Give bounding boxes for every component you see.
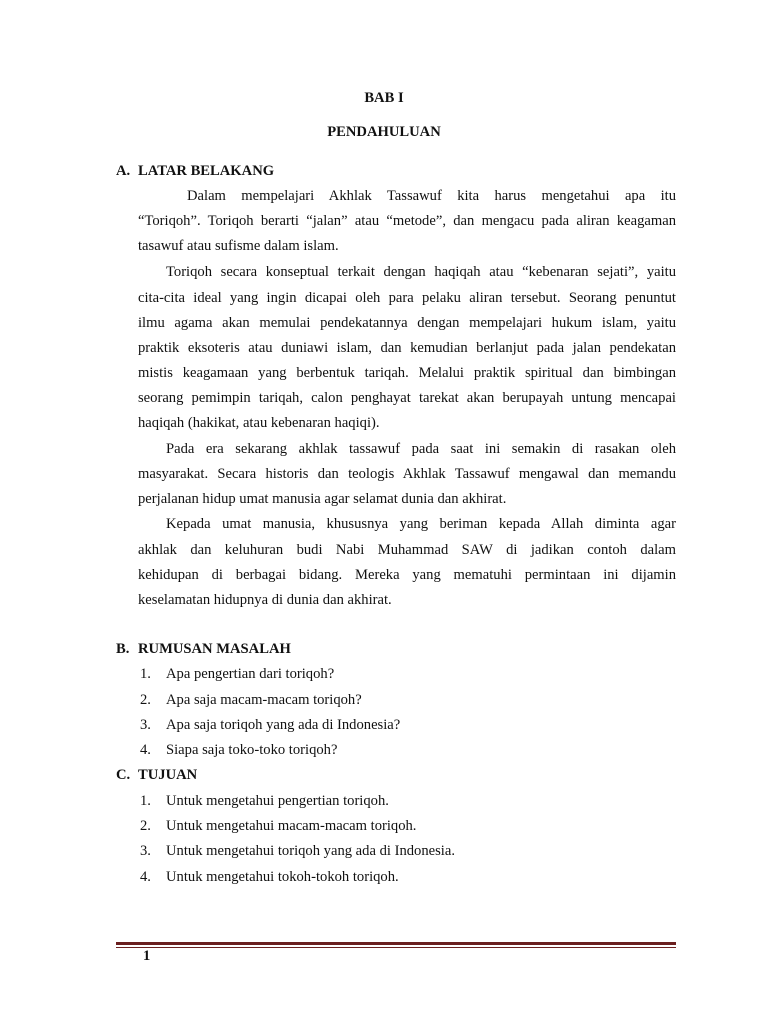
list-text: Untuk mengetahui macam-macam toriqoh. — [166, 818, 417, 834]
section-b-heading — [116, 639, 291, 659]
list-item — [140, 791, 389, 811]
paragraph-line: Kepada umat manusia, khususnya yang beriman kepada Allah diminta agar — [166, 516, 676, 532]
list-text: Apa saja macam-macam toriqoh? — [166, 692, 362, 708]
paragraph-line: perjalanan hidup umat manusia agar selamat dunia dan akhirat. — [138, 491, 507, 507]
list-number: 4. — [140, 742, 151, 758]
paragraph-line: Toriqoh secara konseptual terkait dengan haqiqah atau “kebenaran sejati”, yaitu — [166, 264, 676, 280]
list-item — [140, 867, 399, 887]
paragraph-line: keselamatan hidupnya di dunia dan akhirat. — [138, 592, 392, 608]
list-item — [140, 740, 337, 760]
paragraph-line: “Toriqoh”. Toriqoh berarti “jalan” atau “metode”, dan mengacu pada aliran keagaman — [138, 213, 676, 229]
list-item — [140, 816, 416, 836]
list-number: 1. — [140, 666, 151, 682]
paragraph-line: praktik eksoteris atau duniawi islam, dan kemudian berlanjut pada jalan pendekatan — [138, 340, 676, 356]
section-title: LATAR BELAKANG — [138, 163, 275, 179]
paragraph-line: akhlak dan keluhuran budi Nabi Muhammad SAW di jadikan contoh dalam — [138, 542, 676, 558]
section-title: TUJUAN — [138, 767, 198, 783]
list-text: Apa pengertian dari toriqoh? — [166, 666, 335, 682]
paragraph-line: haqiqah (hakikat, atau kebenaran haqiqi). — [138, 415, 380, 431]
list-number: 3. — [140, 843, 151, 859]
section-c-heading — [116, 765, 197, 785]
section-title: RUMUSAN MASALAH — [138, 641, 291, 657]
list-item — [140, 690, 362, 710]
list-item — [140, 841, 455, 861]
section-a-heading — [116, 161, 274, 181]
footer-rule-thick — [116, 942, 676, 945]
paragraph-line: tasawuf atau sufisme dalam islam. — [138, 238, 339, 254]
footer-rule-thin — [116, 947, 676, 948]
list-item — [140, 715, 400, 735]
paragraph-line: seorang pemimpin tariqah, calon penghayat tarekat akan berupayah untung mencapai — [138, 390, 676, 406]
paragraph-line: cita-cita ideal yang ingin dicapai oleh para pelaku aliran tersebut. Seorang penuntut — [138, 290, 676, 306]
list-item — [140, 664, 334, 684]
list-text: Apa saja toriqoh yang ada di Indonesia? — [166, 717, 401, 733]
paragraph-line: kehidupan di berbagai bidang. Mereka yang mematuhi permintaan ini dijamin — [138, 567, 676, 583]
list-number: 2. — [140, 692, 151, 708]
chapter-title: BAB I — [364, 90, 404, 106]
paragraph-line: ilmu agama akan memulai pendekatannya dengan mempelajari hukum islam, yaitu — [138, 315, 676, 331]
page-number: 1 — [143, 948, 151, 964]
list-text: Siapa saja toko-toko toriqoh? — [166, 742, 338, 758]
paragraph-line: Dalam mempelajari Akhlak Tassawuf kita harus mengetahui apa itu — [187, 188, 676, 204]
section-number: B. — [116, 641, 130, 657]
list-text: Untuk mengetahui toriqoh yang ada di Indonesia. — [166, 843, 455, 859]
list-number: 1. — [140, 793, 151, 809]
chapter-subtitle: PENDAHULUAN — [327, 124, 441, 140]
list-number: 4. — [140, 869, 151, 885]
list-text: Untuk mengetahui tokoh-tokoh toriqoh. — [166, 869, 399, 885]
section-number: C. — [116, 767, 131, 783]
paragraph-line: masyarakat. Secara historis dan teologis Akhlak Tassawuf mengawal dan memandu — [138, 466, 676, 482]
paragraph-line: mistis keagamaan yang berbentuk tariqah. Melalui praktik spiritual dan bimbingan — [138, 365, 676, 381]
list-text: Untuk mengetahui pengertian toriqoh. — [166, 793, 389, 809]
list-number: 2. — [140, 818, 151, 834]
section-number: A. — [116, 163, 131, 179]
list-number: 3. — [140, 717, 151, 733]
paragraph-line: Pada era sekarang akhlak tassawuf pada saat ini semakin di rasakan oleh — [166, 441, 676, 457]
